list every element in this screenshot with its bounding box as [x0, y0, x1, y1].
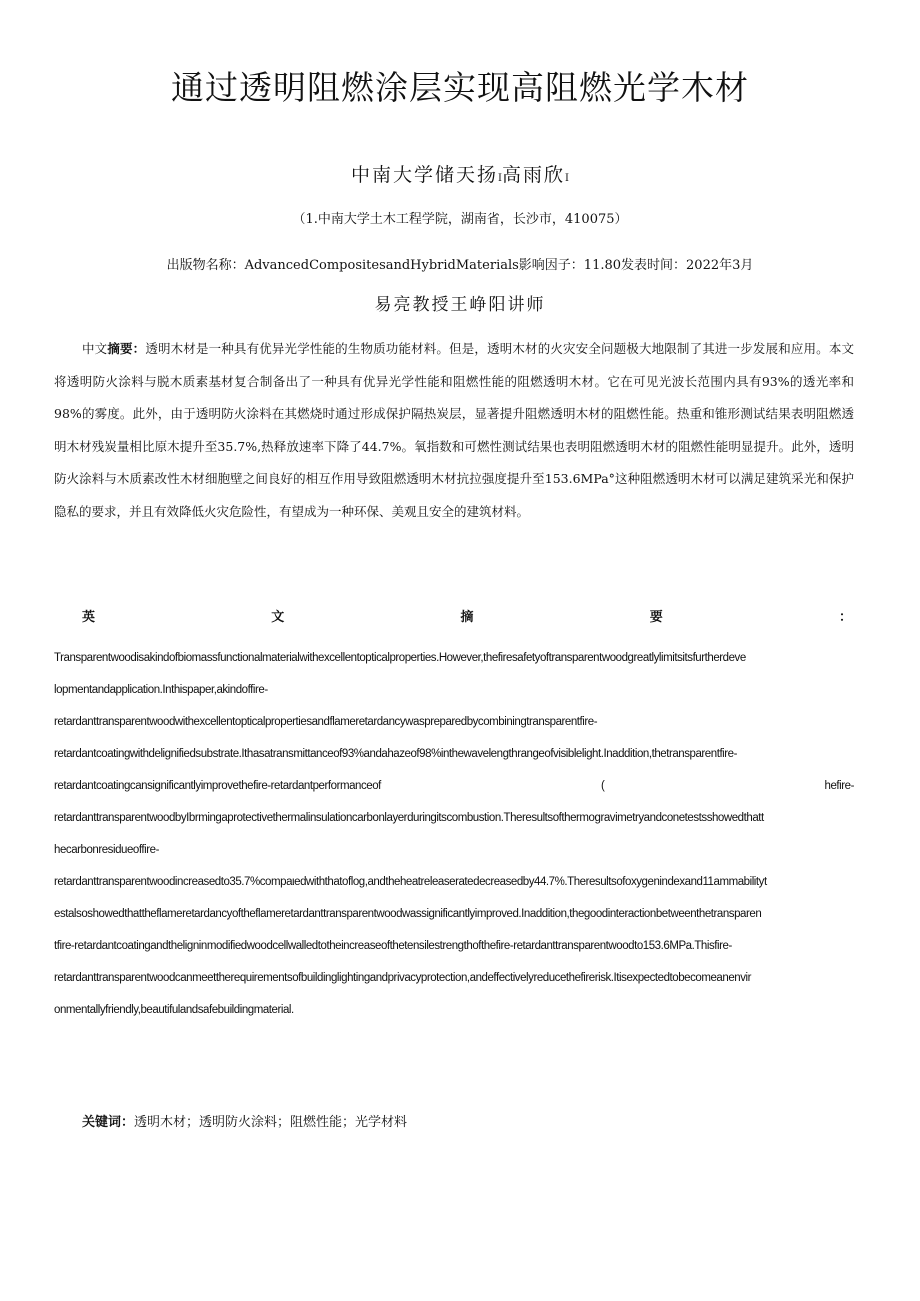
- author-2-affil-mark: I: [565, 173, 569, 184]
- english-abstract-line: [54, 770, 854, 802]
- heading-char: 要: [649, 610, 663, 625]
- english-abstract-line: retardanttransparentwoodincreasedto35.7%compaιedwiththatoflog,andtheheatreleaseratedecreasedby44.7%.Theresultsofoxygenindexand11ammabilityt: [54, 876, 767, 888]
- keywords-text: 透明木材；透明防火涂料；阻燃性能；光学材料: [134, 1115, 408, 1130]
- english-abstract-line: retardanttransparentwoodwithexcellentopticalpropertiesandflameretardancywaspreparedbycombiningtransparentfire-: [54, 716, 598, 728]
- author-1: 中南大学储天扬: [351, 164, 499, 186]
- english-abstract-heading: [82, 606, 852, 625]
- english-abstract: [54, 642, 854, 1026]
- chinese-abstract: [54, 333, 854, 528]
- heading-char: 英: [82, 610, 96, 625]
- english-abstract-line: estalsoshowedthattheflameretardancyoftheflameretardanttransparentwoodwassignificantlyimproved.Inaddition,thegoodinteractionbetweenthetransparen: [54, 908, 762, 920]
- english-abstract-line: lopmentandapplication.Inthispaper,akindoffire-: [54, 684, 268, 696]
- author-2: 高雨欣: [502, 164, 566, 186]
- chinese-abstract-body: 透明木材是一种具有优异光学性能的生物质功能材料。但是，透明木材的火灾安全问题极大地限制了其进一步发展和应用。本文将透明防火涂料与脱木质素基材复合制备出了一种具有优异光学性能和阻燃性能的阻燃透明木材。它在可见光波长范围内具有93%的透光率和98%的雾度。此外，由于透明防火涂料在其燃烧时通过形成保护隔热炭层，显著提升阻燃透明木材的阻燃性能。热重和锥形测试结果表明阻燃透明木材残炭量相比原木提升至35.7%,热释放速率下降了44.7%。氧指数和可燃性测试结果也表明阻燃透明木材的阻燃性能明显提升。此外，透明防火涂料与木质素改性木材细胞壁之间良好的相互作用导致阻燃透明木材抗拉强度提升至153.6MPa°这种阻燃透明木材可以满足建筑采光和保护隐私的要求，并且有效降低火灾危险性，有望成为一种环保、美观且安全的建筑材料。: [54, 341, 854, 519]
- line-segment: (: [601, 780, 605, 792]
- keywords: [82, 1111, 407, 1130]
- english-abstract-line: retardanttransparentwoodbyIbrmingaprotectivethermalinsulationcarbonlayerduringitscombustion.Theresultsofthermogravimetryandconetestsshowedthatt: [54, 812, 764, 824]
- page-title: 通过透明阻燃涂层实现高阻燃光学木材: [171, 68, 749, 107]
- author-1-affil-mark: I: [498, 173, 502, 184]
- line-segment: retardantcoatingcansignificantlyimprovethefire-retardantperformanceof: [54, 780, 381, 792]
- affiliation: （1.中南大学土木工程学院，湖南省，长沙市，410075）: [292, 212, 628, 227]
- english-abstract-line: Transparentwoodisakindofbiomassfunctionalmaterialwithexcellentopticalproperties.However,thefiresafetyoftransparentwoodgreatlylimitsitsfurtherdeve: [54, 652, 746, 664]
- authors-line: [0, 160, 920, 187]
- heading-char: 摘: [460, 610, 474, 625]
- english-abstract-line: retardanttransparentwoodcanmeettherequirementsofbuildinglightingandprivacyprotection,andeffectivelyreducethefirerisk.Itisexpectedtobecomeanenvir: [54, 972, 751, 984]
- heading-char: 文: [271, 610, 285, 625]
- keywords-label: 关键词：: [82, 1115, 135, 1130]
- advisors: 易亮教授王峥阳讲师: [374, 295, 546, 315]
- chinese-abstract-lead: 中文: [82, 341, 108, 356]
- publication-info: 出版物名称：AdvancedCompositesandHybridMaterials影响因子：11.80发表时间：2022年3月: [166, 258, 754, 273]
- english-abstract-line: onmentallyfriendly,beautifulandsafebuildingmaterial.: [54, 1004, 294, 1016]
- english-abstract-line: retardantcoatingwithdelignifiedsubstrate.Ithasatransmittanceof93%andahazeof98%inthewavelengthrangeofvisiblelight.Inaddition,thetransparentfire-: [54, 748, 737, 760]
- line-segment: hefire-: [824, 780, 854, 792]
- english-abstract-line: tfire-retardantcoatingandtheligninmodifiedwoodcellwalledtotheincreaseofthetensilestrengthofthefire-retardanttransparentwoodto153.6MPa.Thisfire-: [54, 940, 732, 952]
- chinese-abstract-label: 摘要：: [107, 341, 146, 356]
- english-abstract-line: hecarbonresidueoffire-: [54, 844, 159, 856]
- heading-char: ：: [838, 610, 852, 625]
